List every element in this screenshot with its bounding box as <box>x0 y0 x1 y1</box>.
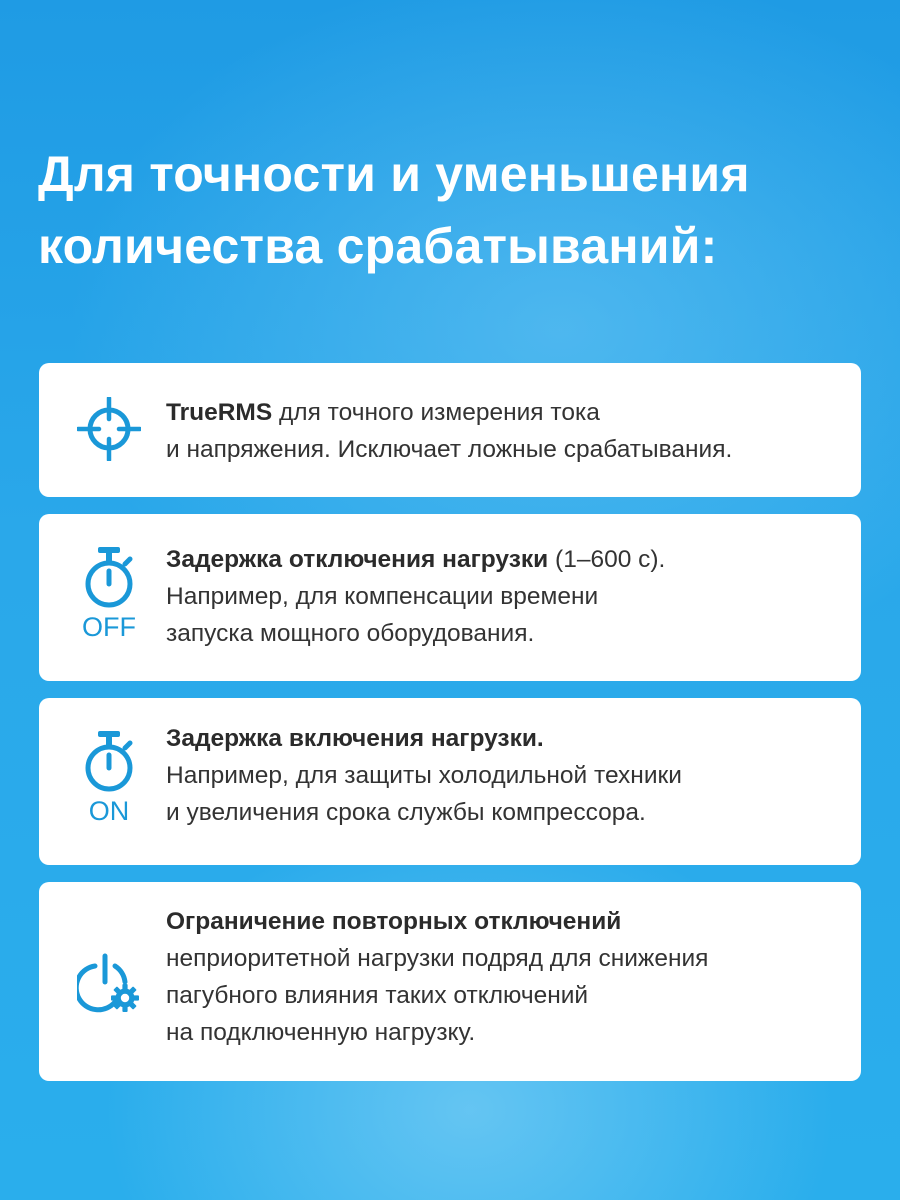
feature-title-line <box>166 720 841 757</box>
stopwatch-on-icon <box>77 730 141 826</box>
stopwatch-icon <box>82 730 136 794</box>
feature-title: TrueRMS <box>166 399 273 426</box>
feature-line: (1–600 с). <box>555 546 666 573</box>
feature-card-off-delay <box>39 514 861 681</box>
crosshair-icon <box>77 397 141 461</box>
feature-line: запуска мощного оборудования. <box>166 620 535 647</box>
feature-line: и увеличения срока службы компрессора. <box>166 799 646 826</box>
feature-line: на подключенную нагрузку. <box>166 1019 476 1046</box>
feature-title-line <box>166 903 841 940</box>
headline <box>38 138 868 282</box>
feature-card-truerms <box>39 363 861 497</box>
headline-line-2: количества срабатываний: <box>38 218 718 274</box>
feature-title: Ограничение повторных отключений <box>166 908 622 935</box>
feature-line: и напряжения. Исключает ложные срабатывания. <box>166 436 733 463</box>
feature-card-repeat-limit <box>39 882 861 1081</box>
stopwatch-icon <box>82 546 136 610</box>
feature-text <box>166 394 841 468</box>
feature-line: Например, для компенсации времени <box>166 583 599 610</box>
feature-line: для точного измерения тока <box>279 399 600 426</box>
stopwatch-off-icon <box>77 546 141 642</box>
feature-text <box>166 541 841 652</box>
feature-title: Задержка включения нагрузки. <box>166 725 544 752</box>
headline-line-1: Для точности и уменьшения <box>38 146 750 202</box>
power-gear-icon <box>77 952 141 1014</box>
feature-line: Например, для защиты холодильной техники <box>166 762 682 789</box>
feature-title: Задержка отключения нагрузки <box>166 546 549 573</box>
icon-caption-off: OFF <box>82 612 136 642</box>
feature-line: пагубного влияния таких отключений <box>166 982 589 1009</box>
feature-text <box>166 720 841 831</box>
feature-card-on-delay <box>39 698 861 865</box>
feature-text <box>166 903 841 1051</box>
feature-line: неприоритетной нагрузки подряд для снижения <box>166 945 709 972</box>
icon-caption-on: ON <box>88 796 130 826</box>
